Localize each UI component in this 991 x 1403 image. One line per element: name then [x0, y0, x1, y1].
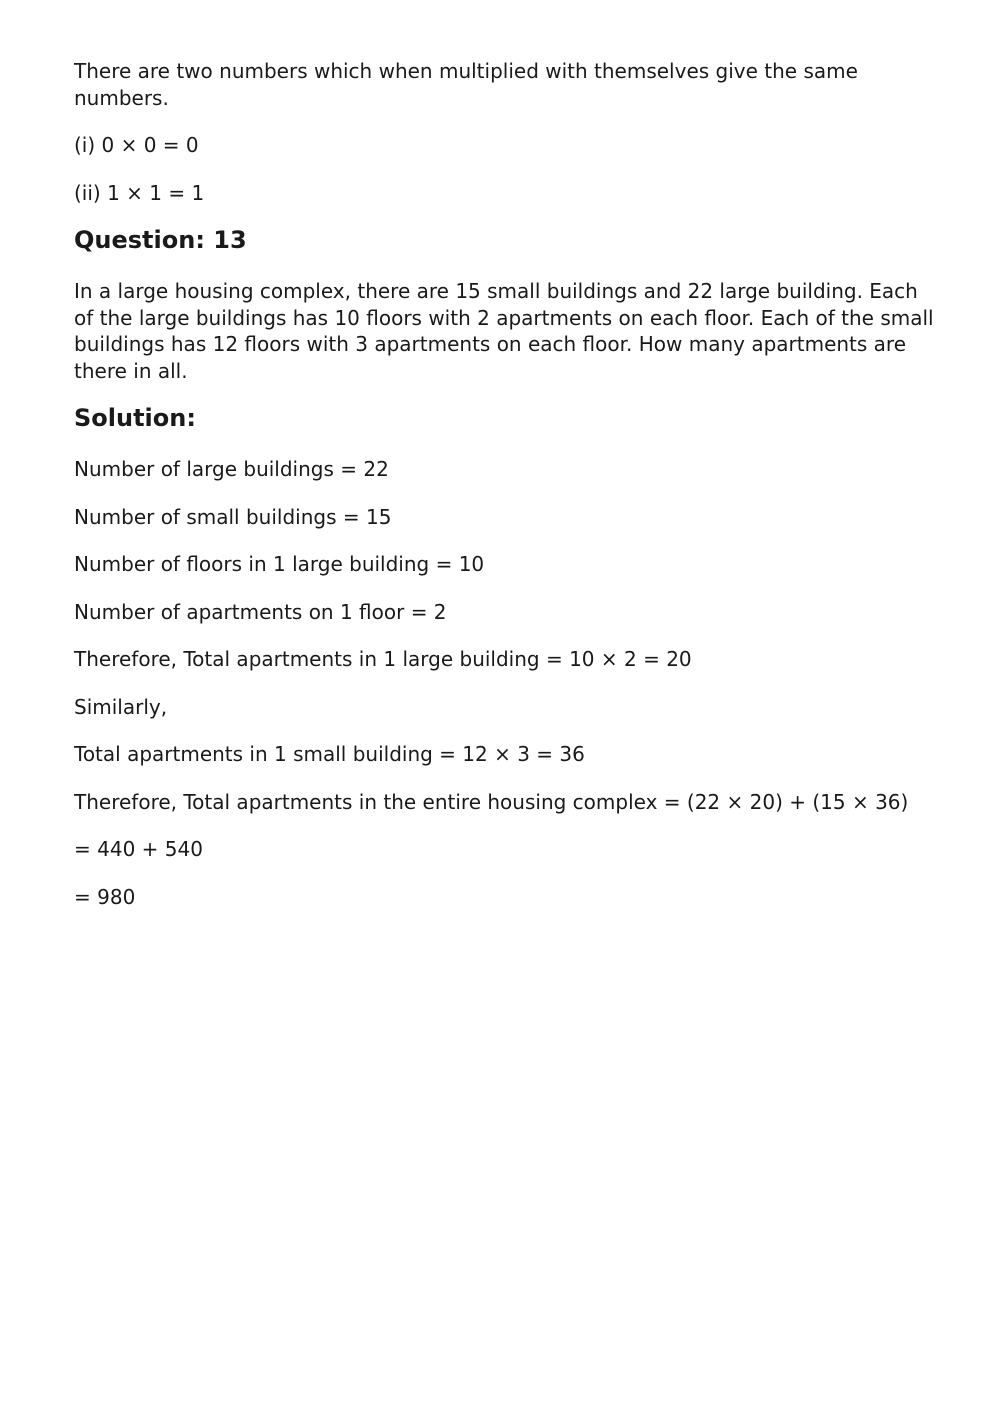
- solution-line: = 980: [74, 884, 136, 909]
- solution-line: Therefore, Total apartments in the entire housing complex = (22 × 20) + (15 × 36): [74, 789, 909, 814]
- solution-line: Number of small buildings = 15: [74, 504, 392, 529]
- solution-line: Therefore, Total apartments in 1 large building = 10 × 2 = 20: [74, 647, 692, 671]
- solution-line: Number of apartments on 1 floor = 2: [74, 599, 447, 624]
- question-heading: Question: 13: [74, 226, 247, 254]
- solution-line: Total apartments in 1 small building = 12 × 3 = 36: [74, 742, 585, 766]
- solution-line: Similarly,: [74, 694, 168, 719]
- solution-line: = 440 + 540: [74, 837, 203, 861]
- solution-heading: Solution:: [74, 404, 196, 432]
- document-page: [74, 58, 934, 910]
- intro-item-2: (ii) 1 × 1 = 1: [74, 180, 205, 205]
- question-text: In a large housing complex, there are 15 small buildings and 22 large building. Each of the large buildings has 10 floors with 2 apartments on each floor. Each of the small buildings has 12 floors with 3 apartments on each floor. How many apartments are there in all.: [74, 279, 934, 383]
- solution-line: Number of large buildings = 22: [74, 457, 389, 481]
- solution-line: Number of floors in 1 large building = 10: [74, 552, 485, 576]
- intro-paragraph: There are two numbers which when multiplied with themselves give the same numbers.: [74, 59, 858, 110]
- intro-item-1: (i) 0 × 0 = 0: [74, 133, 199, 157]
